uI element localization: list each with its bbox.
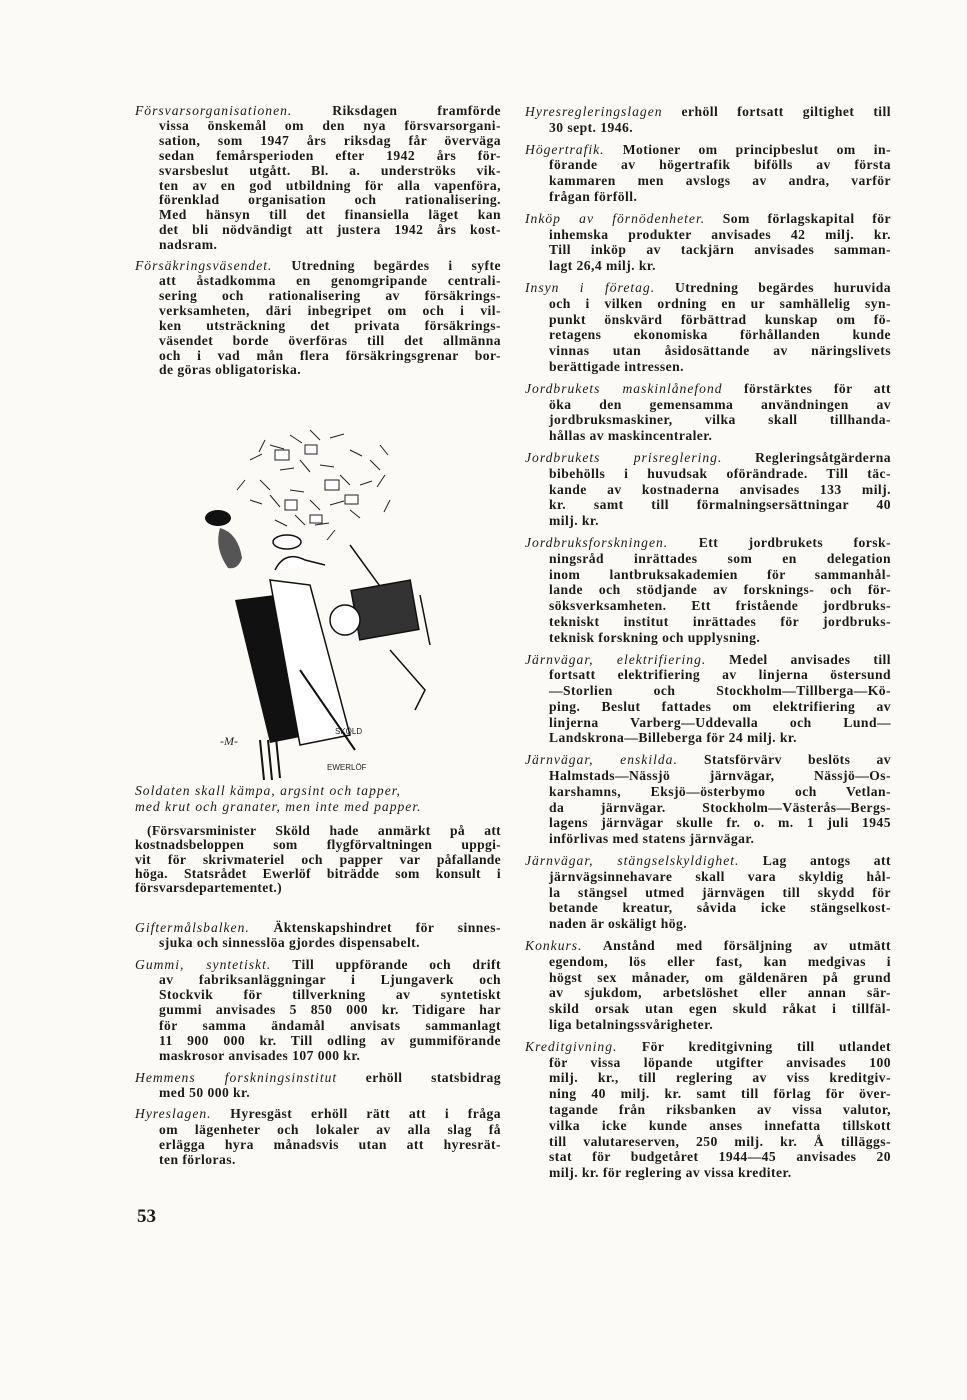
entry-line bbox=[135, 259, 501, 274]
entry-line: da järnvägar. Stockholm—Västerås—Bergs- bbox=[549, 799, 891, 815]
entry-line: punkt önskvärd förbättrad kunskap om fö- bbox=[549, 311, 891, 327]
entry-line bbox=[525, 280, 891, 296]
entry-term: Inköp av förnödenheter. bbox=[525, 210, 706, 226]
entry-line: och i vad mån flera försäkringsgrenar bor- bbox=[159, 347, 501, 363]
entry-line: ning 40 milj. kr. samt till förlag för över- bbox=[549, 1086, 891, 1102]
entry-line: de göras obligatoriska. bbox=[159, 362, 302, 378]
entry-line: inhemska produkter anvisades 42 milj. kr. bbox=[549, 226, 891, 242]
entry-line bbox=[525, 535, 891, 551]
left-column-bottom bbox=[135, 920, 501, 1173]
entry-term: Högertrafik. bbox=[525, 141, 605, 157]
entry-line: jordbruksmaskiner, vilka skall tillhanda- bbox=[549, 412, 891, 428]
entry bbox=[135, 259, 501, 378]
entry-line: högst sex månader, om gäldenären på grund bbox=[549, 969, 891, 985]
entry bbox=[135, 1106, 501, 1167]
entry-line: naden är oskäligt hög. bbox=[549, 916, 688, 932]
entry bbox=[525, 280, 891, 375]
cannon bbox=[330, 545, 430, 710]
entry-text: Medel anvisades till bbox=[706, 651, 891, 667]
entry-line: lande och stödjande av forsknings- och för- bbox=[549, 582, 891, 598]
entry-text: Ett jordbrukets forsk- bbox=[668, 534, 891, 550]
entry-term: Hyresregleringslagen bbox=[525, 104, 663, 119]
entry-line: fortsatt elektrifiering av linjerna östersund bbox=[549, 667, 891, 683]
entry-term: Försvarsorganisationen. bbox=[135, 103, 293, 118]
entry-line: kr. samt till förmalningsersättningar 40 bbox=[549, 497, 891, 513]
entry-line bbox=[525, 752, 891, 768]
caption-line: Soldaten skall kämpa, argsint och tapper, bbox=[135, 783, 401, 798]
entry-text: Äktenskapshindret för sinnes- bbox=[249, 920, 501, 935]
entry-line: gummi anvisades 5 850 000 kr. Tidigare har bbox=[159, 1002, 501, 1018]
entry bbox=[525, 450, 891, 529]
entry-line: vissa önskemål om den nya försvarsorgani- bbox=[159, 117, 501, 133]
entry-line bbox=[135, 1070, 501, 1085]
entry bbox=[525, 752, 891, 847]
entry-line: av fabriksanläggningar i Ljungaverk och bbox=[159, 971, 501, 987]
entry-line: Landskrona—Billeberga för 24 milj. kr. bbox=[549, 730, 797, 746]
entry bbox=[135, 104, 501, 253]
entry-line bbox=[135, 920, 501, 935]
entry-line: liga betalningssvårigheter. bbox=[549, 1017, 714, 1033]
cartoonist-signature: -M- bbox=[220, 734, 238, 748]
entry-line: milj. kr. för reglering av vissa krediter. bbox=[549, 1165, 792, 1181]
entry-line: verksamheten, däri inbegripet om och i vil- bbox=[159, 302, 501, 318]
entry-line: förenklad organisation och rationalisering. bbox=[159, 192, 501, 208]
entry-text: erhöll fortsatt giltighet till bbox=[662, 104, 891, 119]
entry-line: införlivas med statens järnvägar. bbox=[549, 831, 755, 847]
entry-line: till valutareserven, 250 milj. kr. Å tilläggs- bbox=[549, 1133, 891, 1149]
entry-text: Hyresgäst erhöll rätt att i fråga bbox=[211, 1106, 501, 1122]
entry-line: skild orsak utan egen skuld råkat i tillfäl- bbox=[549, 1001, 891, 1017]
entry-line: av sjukdom, arbetslöshet eller annan sär- bbox=[549, 985, 891, 1001]
entry-text: Lag antogs att bbox=[739, 853, 891, 869]
entry-line: för samma ändamål anvisats sammanlagt bbox=[159, 1017, 501, 1033]
entry-line: söksverksamheten. Ett fristående jordbruks- bbox=[549, 598, 891, 614]
entry bbox=[525, 211, 891, 274]
entry-text: Regleringsåtgärderna bbox=[722, 449, 892, 465]
entry-line: teknisk forskning och upplysning. bbox=[549, 629, 761, 645]
entry-line: milj. kr. bbox=[549, 513, 599, 529]
entry bbox=[135, 1070, 501, 1101]
entry-text: Statsförvärv beslöts av bbox=[677, 752, 891, 768]
cartoon-caption bbox=[135, 783, 501, 814]
entry-term: Giftermålsbalken. bbox=[135, 920, 250, 935]
entry-line: linjerna Varberg—Uddevalla och Lund— bbox=[549, 714, 891, 730]
entry-line: ten av en god utbildning för alla vapenföra, bbox=[159, 177, 501, 193]
note-line: kostnadsbeloppen som flygförvaltningen uppgi- bbox=[135, 837, 501, 853]
entry-line: Stockvik för tillverkning av syntetiskt bbox=[159, 987, 501, 1003]
entry bbox=[135, 920, 501, 951]
entry-term: Konkurs. bbox=[525, 938, 583, 954]
entry-text: förstärktes för att bbox=[722, 380, 891, 396]
entry-line: milj. kr., till reglering av viss kreditgiv- bbox=[549, 1070, 891, 1086]
entry bbox=[525, 938, 891, 1033]
entry-line: erlägga hyra månadsvis utan att hyresrät- bbox=[159, 1136, 501, 1152]
entry-text: Anstånd med försäljning av utmätt bbox=[582, 938, 891, 954]
entry-line: ping. Beslut fattades om elektrifiering av bbox=[549, 698, 891, 714]
entry bbox=[525, 535, 891, 646]
entry-line bbox=[135, 957, 501, 972]
entry-text: Som förlagskapital för bbox=[705, 210, 891, 226]
entry-line: väsendet borde överföras till det allmänna bbox=[159, 332, 501, 348]
entry-line: la stängsel utmed järnvägen till skydd för bbox=[549, 884, 891, 900]
entry-text: Riksdagen framförde bbox=[292, 103, 501, 118]
entry-line: öka den gemensamma användningen av bbox=[549, 396, 891, 412]
entry-line: Med hänsyn till det finansiella läget kan bbox=[159, 207, 501, 223]
entry bbox=[525, 142, 891, 205]
entry-line: det bli nödvändigt att justera 1942 års kost- bbox=[159, 222, 501, 238]
entry-line: kammaren men avslogs av andra, varför bbox=[549, 173, 891, 189]
entry-term: Försäkringsväsendet. bbox=[135, 258, 273, 274]
entry-text: För kreditgivning till utlandet bbox=[617, 1038, 891, 1054]
entry-line bbox=[525, 853, 891, 869]
entry-line: 11 900 000 kr. Till odling av gummiförande bbox=[159, 1033, 501, 1049]
entry-line bbox=[525, 938, 891, 954]
entry-line bbox=[525, 450, 891, 466]
flying-papers bbox=[237, 430, 390, 540]
caption-line: med krut och granater, men inte med papper. bbox=[135, 798, 422, 814]
entry-line bbox=[525, 652, 891, 668]
left-column-top bbox=[135, 104, 501, 384]
entry-term: Kreditgivning. bbox=[525, 1038, 618, 1054]
entry-line: Halmstads—Nässjö järnvägar, Nässjö—Os- bbox=[549, 768, 891, 784]
entry bbox=[525, 381, 891, 444]
entry-term: Hyreslagen. bbox=[135, 1106, 212, 1122]
entry-term: Jordbrukets prisreglering. bbox=[525, 449, 723, 465]
entry bbox=[135, 957, 501, 1064]
entry-term: Gummi, syntetiskt. bbox=[135, 956, 272, 972]
entry-line: bibehölls i huvudsak oförändrade. Till täc- bbox=[549, 465, 891, 481]
entry-line: vilka icke kunde anses innefatta tillskott bbox=[549, 1117, 891, 1133]
cartoon-illustration bbox=[190, 420, 460, 780]
entry-line: ten förloras. bbox=[159, 1152, 236, 1168]
entry bbox=[525, 853, 891, 932]
note-line: vit för skrivmateriel och papper var påfallande bbox=[135, 851, 501, 867]
entry-line: sering och rationalisering av försäkrings- bbox=[159, 287, 501, 303]
note-line: försvarsdepartementet.) bbox=[135, 880, 282, 896]
cartoon-note bbox=[135, 824, 501, 895]
entry-term: Hemmens forskningsinstitut bbox=[135, 1069, 338, 1085]
entry-line bbox=[525, 381, 891, 397]
entry bbox=[525, 652, 891, 747]
entry-line: hållas av maskincentraler. bbox=[549, 428, 713, 444]
entry-line: maskrosor anvisades 107 000 kr. bbox=[159, 1048, 361, 1064]
entry-line: frågan förföll. bbox=[549, 188, 638, 204]
entry-line bbox=[525, 1039, 891, 1055]
entry-line: sjuka och sinnesslöa gjordes dispensabelt. bbox=[159, 935, 420, 951]
entry-line: —Storlien och Stockholm—Tillberga—Kö- bbox=[549, 683, 891, 699]
entry-line: järnvägsinnehavare skall vara skyldig hål- bbox=[549, 868, 891, 884]
entry-text: Utredning begärdes huruvida bbox=[655, 279, 891, 295]
entry-line: sedan femårsperioden efter 1942 års för- bbox=[159, 147, 501, 163]
entry-term: Jordbruksforskningen. bbox=[525, 534, 669, 550]
right-column bbox=[525, 104, 891, 1187]
note-line: höga. Statsrådet Ewerlöf biträdde som konsult i bbox=[135, 865, 501, 881]
entry-line: och i vilken ordning en ur samhällelig syn- bbox=[549, 295, 891, 311]
label-ewerlof: EWERLÖF bbox=[327, 763, 367, 772]
entry-line: för vissa löpande utgifter anvisades 100 bbox=[549, 1054, 891, 1070]
entry-line bbox=[135, 104, 501, 119]
entry-line bbox=[525, 104, 891, 120]
entry-term: Järnvägar, elektrifiering. bbox=[525, 651, 707, 667]
entry-line: berättigade intressen. bbox=[549, 358, 684, 374]
entry-line: 30 sept. 1946. bbox=[549, 119, 634, 135]
entry-line: retagens ekonomiska förhållanden kunde bbox=[549, 327, 891, 343]
entry-line: nadsram. bbox=[159, 237, 218, 253]
entry-line: kande av kostnaderna anvisades 133 milj. bbox=[549, 481, 891, 497]
page-number: 53 bbox=[137, 1206, 156, 1227]
entry-line: lagt 26,4 milj. kr. bbox=[549, 258, 656, 274]
entry-line: ningsråd inrättades som en delegation bbox=[549, 550, 891, 566]
entry-line: sation, som 1947 års riksdag får överväga bbox=[159, 132, 501, 148]
entry-line bbox=[525, 211, 891, 227]
entry-line: att åstadkomma en genomgripande centrali- bbox=[159, 272, 501, 288]
entry-line: förande av högertrafik bifölls av första bbox=[549, 157, 891, 173]
label-skold: SKÖLD bbox=[335, 727, 363, 736]
entry-line: egendom, lös eller fast, kan medgivas i bbox=[549, 953, 891, 969]
entry-line: stat för budgetåret 1944—45 anvisades 20 bbox=[549, 1149, 891, 1165]
entry-term: Jordbrukets maskinlånefond bbox=[525, 380, 723, 396]
entry-line: lagens järnvägar skulle fr. o. m. 1 juli 1945 bbox=[549, 815, 891, 831]
entry-line bbox=[135, 1106, 501, 1121]
entry bbox=[525, 1039, 891, 1181]
entry-text: Utredning begärdes i syfte bbox=[272, 258, 501, 274]
note-line: (Försvarsminister Sköld hade anmärkt på att bbox=[147, 823, 501, 838]
entry bbox=[525, 104, 891, 136]
entry-line: Till inköp av tackjärn anvisades samman- bbox=[549, 242, 891, 258]
entry-line: betande kreatur, såvida icke stängselkost- bbox=[549, 900, 891, 916]
entry-text: erhöll statsbidrag bbox=[337, 1069, 501, 1085]
entry-line: karshamns, Eksjö—österbymo och Vetlan- bbox=[549, 783, 891, 799]
entry-line: inom lantbruksakademien för sammanhål- bbox=[549, 566, 891, 582]
entry-line: tekniskt institut inrättades för jordbruks- bbox=[549, 613, 891, 629]
entry-term: Järnvägar, enskilda. bbox=[525, 752, 678, 768]
entry-line: ken utsträckning det privata försäkrings- bbox=[159, 317, 501, 333]
entry-term: Järnvägar, stängselskyldighet. bbox=[525, 853, 740, 869]
entry-line: vinnas utan åsidosättande av näringslivets bbox=[549, 343, 891, 359]
entry-line: svarsbeslut utgått. Bl. a. underströks vik- bbox=[159, 162, 501, 178]
entry-line: med 50 000 kr. bbox=[159, 1084, 251, 1100]
entry-line: tagande från riksbanken av vissa valutor, bbox=[549, 1102, 891, 1118]
entry-text: Motioner om principbeslut om in- bbox=[604, 141, 891, 157]
entry-line bbox=[525, 142, 891, 158]
entry-line: om lägenheter och lokaler av alla slag få bbox=[159, 1121, 501, 1137]
entry-text: Till uppförande och drift bbox=[271, 956, 501, 972]
entry-term: Insyn i företag. bbox=[525, 279, 656, 295]
